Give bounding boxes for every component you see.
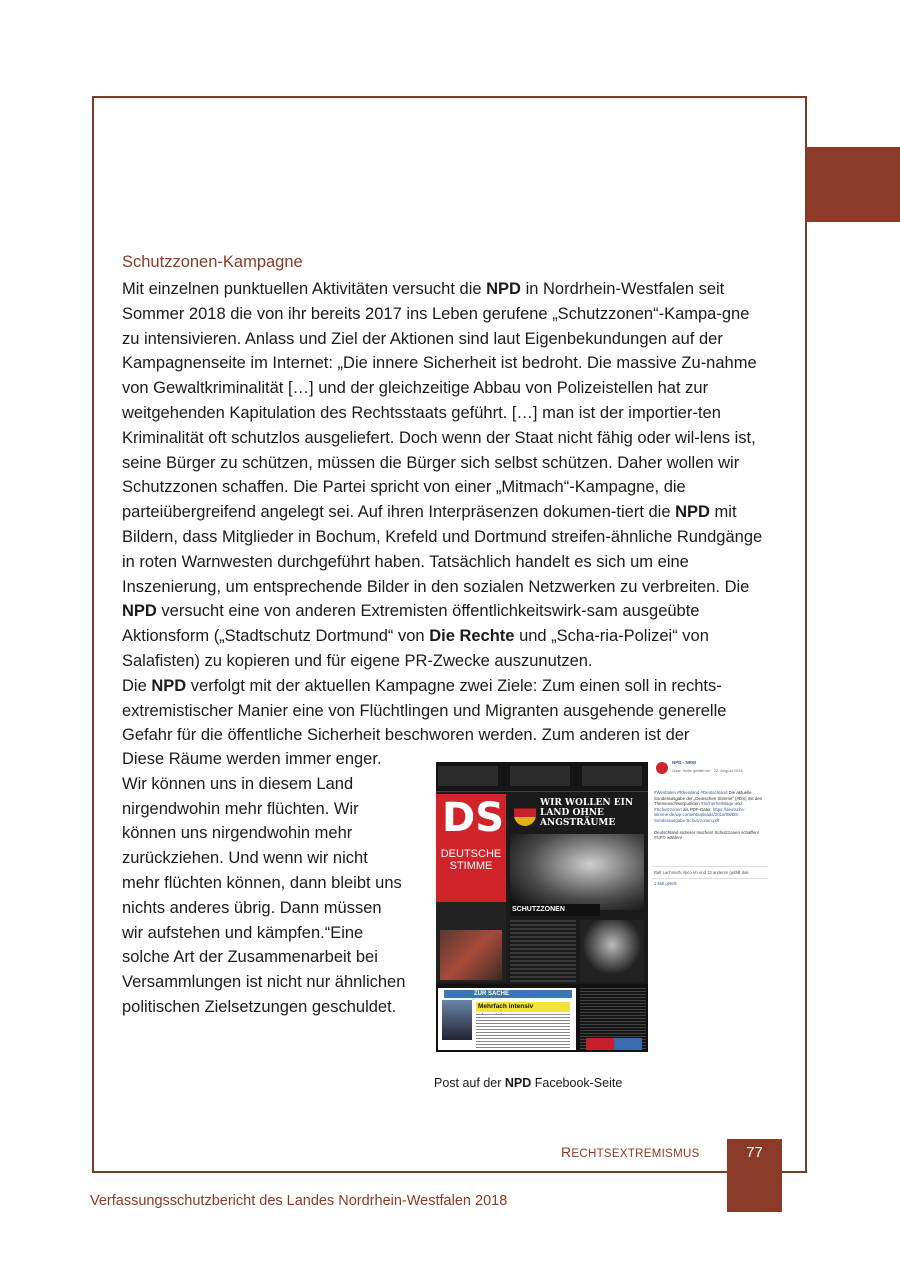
newspaper-topbar	[436, 762, 648, 792]
bold-term: NPD	[122, 602, 157, 621]
fb-divider	[652, 878, 768, 879]
figure-caption: Post auf der NPD Facebook-Seite	[434, 1076, 623, 1090]
running-head: RECHTSEXTREMISMUS	[561, 1144, 700, 1160]
newspaper-side-photo	[440, 930, 502, 980]
paragraph-1	[122, 277, 768, 674]
bold-term: NPD	[675, 503, 710, 522]
text-run: mit Bildern, dass Mitglieder in Bochum, Krefeld und Dortmund streifen-​ähnliche Rundgänge in roten Warnwesten durchgeführt haben. Tatsächlich handelt es sich um eine Inszenierung, um entsprechende Bilder in den sozialen Netzwerken zu verbreiten. Die	[122, 503, 763, 596]
fb-post-text: #Westfalen #Rheinland #Deutschland Die aktuelle Sonderausgabe der „Deutschen Stimme“ (#DS) mit den Themenschwerpunkten #Sicherheitslage und #Schutzzonen als PDF-Datei: https://deutsche-stimme.de/wp-content/uploads/2018/08/DS-Sonderausgabe-Schutzzonen.pdf Deutschland sicherer machen! Schutzzonen schaffen! #NPD wählen!	[654, 790, 763, 841]
quote-text: Diese Räume werden immer enger. Wir können uns in diesem Land nirgendwohin mehr flüchten. Wir können uns nirgendwohin mehr zurückziehen. Und wenn wir nicht mehr flüchten können, dann bleibt uns nichts anderes übrig. Dann müssen wir aufstehen und kämpfen.“Eine solche Art der Zusammenarbeit bei Versammlungen ist nicht nur ähnlichen politischen Zielsetzungen geschuldet.	[122, 750, 406, 1016]
figure-image	[432, 756, 768, 1056]
bold-term: Die Rechte	[429, 627, 515, 646]
page-avatar-icon	[656, 762, 668, 774]
text-run: Die	[122, 676, 152, 695]
page-number: 77	[746, 1144, 763, 1161]
facebook-post	[652, 756, 768, 1056]
bold-term: NPD	[486, 280, 521, 298]
newspaper-headline: WIR WOLLEN EIN LAND OHNE ANGSTRÄUME	[540, 798, 634, 828]
newspaper-zur-sache: ZUR SACHE	[444, 990, 572, 998]
fb-share-count: 1 Mal geteilt	[654, 881, 677, 886]
fb-post-meta: Gast: Seite gefällt mir · 22. August 2018	[672, 768, 743, 773]
section-title: Schutzzonen-Kampagne	[122, 253, 303, 271]
newspaper-portrait	[442, 1000, 472, 1040]
text-run: Mit einzelnen punktuellen Aktivitäten versucht die	[122, 280, 487, 298]
text-run: und „Scha-​ria-Polizei“ von Salafisten) zu kopieren und für eigene PR-Zwecke auszunutzen.	[122, 627, 709, 670]
newspaper-image	[436, 762, 648, 1052]
paragraph-2	[122, 674, 768, 748]
fb-likes: Ralf Lachmuth, Nico Vo und 13 anderen gefällt das.	[654, 870, 750, 875]
flag-shield-icon	[514, 800, 536, 826]
footer-text: Verfassungsschutzbericht des Landes Nordrhein-Westfalen 2018	[90, 1193, 508, 1209]
newspaper-bottom-headline: Mehrfach intensiv	[476, 1002, 570, 1012]
newspaper-logos	[586, 1038, 642, 1050]
newspaper-bottom-text	[476, 1014, 570, 1048]
fb-pdf-link: https://deutsche-stimme.de/wp-content/uploads/2018/08/DS-Sonderausgabe-Schutzzonen.pdf	[654, 806, 746, 823]
newspaper-logo: DS	[442, 795, 505, 841]
text-run: verfolgt mit der aktuellen Kampagne zwei Ziele: Zum einen soll in rechts-​extremistischer Manier eine von Flüchtlingen und Migranten ausgehende generelle Gefahr für die öffentliche Sicherheit beschworen werden. Zum anderen ist der	[122, 676, 727, 745]
side-tab-marker	[806, 147, 900, 222]
newspaper-name: DEUTSCHE STIMME	[440, 848, 502, 872]
text-run: in Nordrhein-Westfalen seit Sommer 2018 die von ihr bereits 2017 ins Leben gerufene „Schutzzonen“-Kampa-​gne zu intensivieren. Anlass und Ziel der Aktionen sind laut Eigenbekundungen auf der Kampagnenseite im Internet: „Die innere Sicherheit ist bedroht. Die massive Zu-​nahme von Gewaltkriminalität […] und der gleichzeitige Abbau von Polizeistellen hat zur weitgehenden Kapitulation des Rechtsstaats geführt. […] man ist der importier-​ten Kriminalität oft schutzlos ausgeliefert. Doch wenn der Staat nicht fähig oder wil-​lens ist, seine Bürger zu schützen, müssen die Bürger sich selbst schützen. Daher wollen wir Schutzzonen schaffen. Die Partei spricht von einer „Mitmach“-Kampagne, die parteiübergreifend angelegt sei. Auf ihren Interpräsenzen dokumen-​tiert die	[122, 280, 757, 522]
body-text	[122, 277, 768, 748]
fb-page-name: NPD - NRW	[672, 760, 697, 765]
newspaper-hand-photo	[580, 920, 644, 982]
bold-term: NPD	[151, 676, 187, 695]
fb-divider	[652, 866, 768, 867]
newspaper-label: SCHUTZZONEN	[510, 904, 600, 916]
newspaper-columns	[510, 920, 576, 982]
newspaper-photo	[510, 834, 644, 910]
text-run: versucht eine von anderen Extremisten öffentlichkeitswirk-​sam ausgeübte Aktionsform („Stadtschutz Dortmund“ von	[122, 602, 700, 646]
